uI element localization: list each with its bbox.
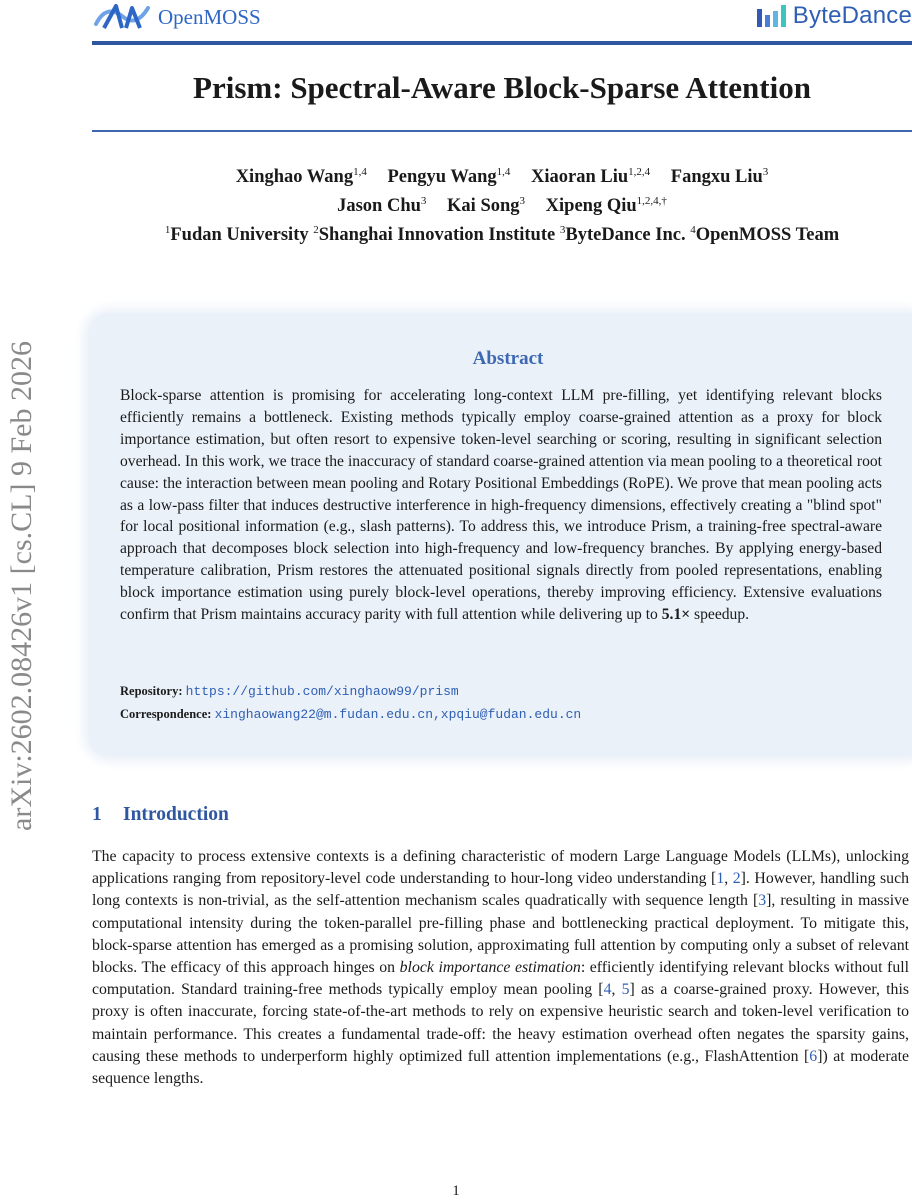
author-affil: 3 <box>420 195 427 208</box>
affil-num: 4 <box>690 224 696 237</box>
bytedance-logo-text: ByteDance <box>792 2 912 29</box>
paper-title: Prism: Spectral-Aware Block-Sparse Attention <box>193 70 811 105</box>
citation-link[interactable]: 6 <box>809 1047 818 1065</box>
correspondence-line <box>120 707 581 722</box>
author-affil: 1,4 <box>496 166 511 178</box>
bytedance-bars-icon <box>757 5 787 27</box>
author-name: Fangxu Liu <box>670 167 763 188</box>
text-run: : efficiently identifying relevant blocks without full computation. Standard training-free methods typically employ mean pooling [ <box>92 959 909 999</box>
repository-line <box>120 684 459 699</box>
author-block <box>92 160 912 247</box>
author-line-2 <box>92 189 912 218</box>
correspondence-emails[interactable]: xinghaowang22@m.fudan.edu.cn,xpqiu@fudan.edu.cn <box>214 707 582 722</box>
author-name: Xinghao Wang <box>235 167 354 188</box>
text-run: ]. However, handling such long contexts is non-trivial, as the self-attention mechanism scales quadratically with sequence length [ <box>92 870 909 910</box>
affil-num: 1 <box>164 224 171 237</box>
affil-name: Fudan University <box>170 225 309 246</box>
correspondence-label: Correspondence: <box>120 707 212 721</box>
arxiv-stamp: arXiv:2602.08426v1 [cs.CL] 9 Feb 2026 <box>5 341 38 831</box>
affil-name: Shanghai Innovation Institute <box>318 225 556 246</box>
intro-paragraph <box>92 846 909 1090</box>
author-affil: 1,4 <box>353 166 367 178</box>
repository-label: Repository: <box>120 684 183 698</box>
affil-num: 2 <box>313 224 319 237</box>
citation-link[interactable]: 5 <box>621 981 630 999</box>
text-run: , <box>611 981 622 999</box>
text-run: , <box>724 870 733 888</box>
author-affil: 1,2,4 <box>628 166 651 178</box>
author-affil: 1,2,4,† <box>636 195 667 208</box>
repository-link[interactable]: https://github.com/xinghaow99/prism <box>185 684 459 699</box>
citation-link[interactable]: 1 <box>716 870 725 888</box>
author-name: Xiaoran Liu <box>530 167 629 188</box>
citation-link[interactable]: 2 <box>732 870 741 888</box>
author-name: Pengyu Wang <box>387 167 497 188</box>
abstract-text <box>120 385 882 626</box>
text-run: ] as a coarse-grained proxy. However, this proxy is often inaccurate, forcing state-of-the-art methods to rely on expensive heuristic search and token-level verification to maintain performance. This creates a fundamental trade-off: the heavy estimation overhead often negates the sparsity gains, causing these methods to underperform highly optimized full attention implementations (e.g., FlashAttention [ <box>92 981 909 1065</box>
bytedance-logo <box>757 2 912 30</box>
abstract-body: Block-sparse attention is promising for accelerating long-context LLM pre-filling, yet identifying relevant blocks efficiently remains a bottleneck. Existing methods typically employ coarse-grained attention as a proxy for block importance estimation, but often resort to expensive token-level searching or scoring, resulting in significant selection overhead. In this work, we trace the inaccuracy of standard coarse-grained attention via mean pooling to a theoretical root cause: the interaction between mean pooling and Rotary Positional Embeddings (RoPE). We prove that mean pooling acts as a low-pass filter that induces destructive interference in high-frequency dimensions, effectively creating a "blind spot" for local positional information (e.g., slash patterns). To address this, we introduce Prism, a training-free spectral-aware approach that decomposes block selection into high-frequency and low-frequency branches. By applying energy-based temperature calibration, Prism restores the attenuated positional signals directly from pooled representations, enabling block importance estimation using purely block-level operations, thereby improving efficiency. Extensive evaluations confirm that Prism maintains accuracy parity with full attention while delivering up to <box>120 387 882 624</box>
affil-num: 3 <box>559 224 566 237</box>
author-affil: 3 <box>762 166 769 178</box>
emphasis: block importance estimation <box>399 959 581 977</box>
text-run: ], resulting in massive computational intensity during the token-parallel pre-filling phase and bottlenecking practical deployment. To mitigate this, block-sparse attention has emerged as a promising solution, approximating full attention by computing only a subset of relevant blocks. The efficacy of this approach hinges on <box>92 892 909 977</box>
author-affil: 3 <box>519 195 526 208</box>
section-heading <box>92 804 229 826</box>
page-number: 1 <box>452 1183 460 1199</box>
author-name: Kai Song <box>447 196 520 217</box>
text-run: The capacity to process extensive contexts is a defining characteristic of modern Large Language Models (LLMs), unlocking applications ranging from repository-level code understanding to hour-long video understanding [ <box>92 848 909 888</box>
author-line-1 <box>92 160 912 189</box>
section-number: 1 <box>92 804 102 825</box>
openmoss-logo-icon <box>92 2 152 32</box>
affil-name: ByteDance Inc. <box>565 225 686 246</box>
openmoss-logo-text: OpenMOSS <box>158 4 261 29</box>
citation-link[interactable]: 4 <box>603 981 612 999</box>
abstract-box <box>88 313 912 757</box>
author-name: Xipeng Qiu <box>545 196 637 217</box>
title-rule <box>92 130 912 132</box>
text-run: ]) at moderate sequence lengths. <box>92 1047 909 1088</box>
section-title: Introduction <box>123 804 229 825</box>
author-name: Jason Chu <box>337 196 421 217</box>
abstract-heading: Abstract <box>472 348 544 369</box>
affiliation-line <box>92 218 912 247</box>
abstract-end: speedup. <box>690 606 750 624</box>
speedup-value: 5.1× <box>661 606 691 624</box>
citation-link[interactable]: 3 <box>758 892 767 910</box>
affil-name: OpenMOSS Team <box>695 225 840 246</box>
openmoss-logo <box>92 0 261 34</box>
header-rule <box>92 41 912 45</box>
